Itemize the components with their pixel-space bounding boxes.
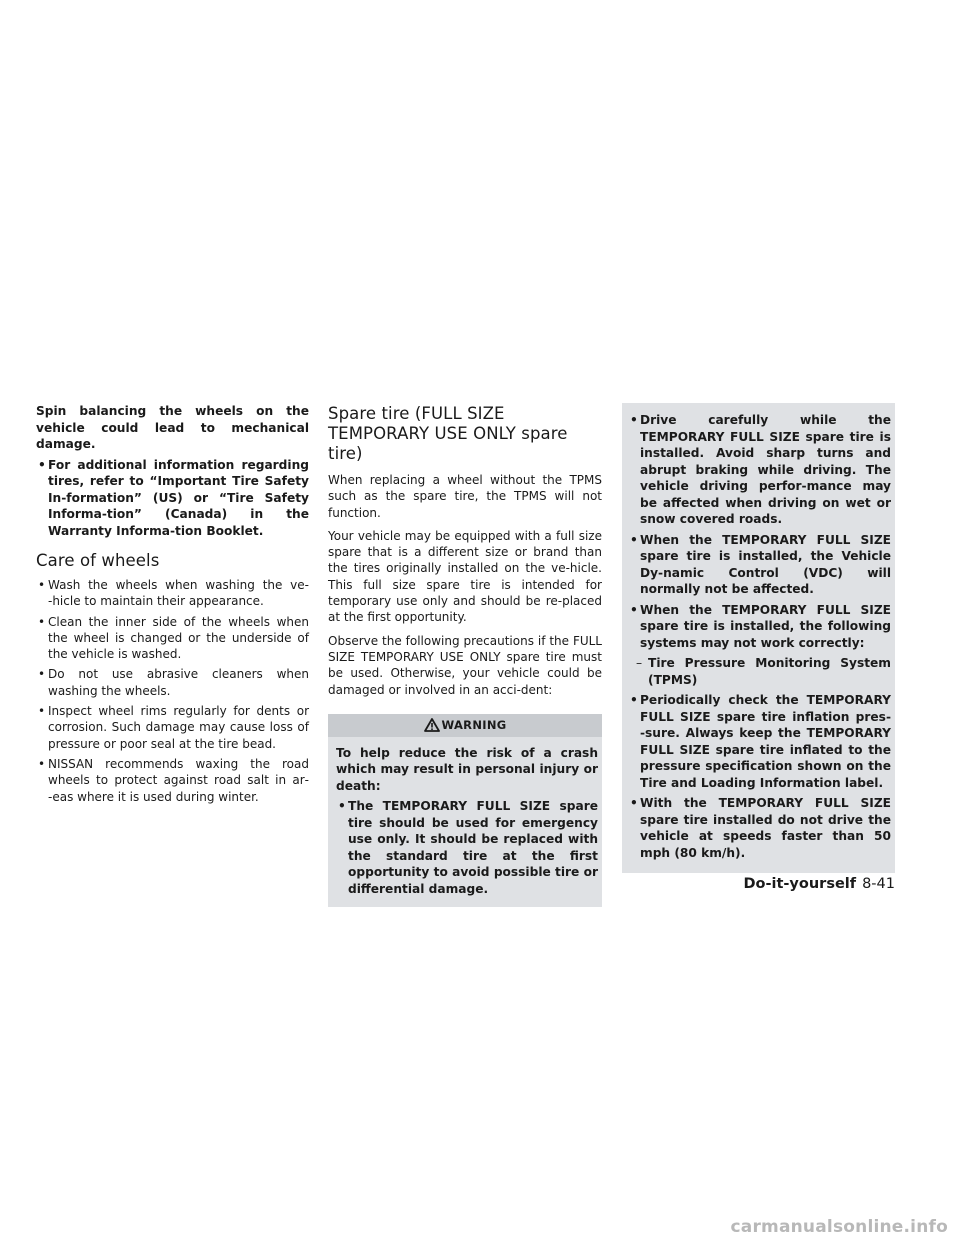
spare-tire-heading: Spare tire (FULL SIZE TEMPORARY USE ONLY spare tire): [328, 404, 568, 463]
list-item: • Inspect wheel rims regularly for dents or corrosion. Such damage may cause loss of pressure or poor seal at the tire bead.: [36, 703, 309, 752]
care-list: [36, 577, 309, 805]
list-item: • Wash the wheels when washing the ve‑hicle to maintain their appearance.: [36, 577, 309, 610]
warning-bullet: • When the TEMPORARY FULL SIZE spare tire is installed, the Vehicle Dy‑namic Control (VDC) will normally not be affected.: [628, 532, 891, 598]
warning-label: WARNING: [441, 718, 507, 733]
paragraph: Your vehicle may be equipped with a full size spare that is a different size or brand than the tires originally installed on the ve‑hicle. This full size spare tire is intended for temporary use only and should be re‑placed at the first opportunity.: [328, 528, 602, 625]
list-item: • Clean the inner side of the wheels when the wheel is changed or the underside of the vehicle is washed.: [36, 614, 309, 663]
paragraph: Observe the following precautions if the FULL SIZE TEMPORARY USE ONLY spare tire must be used. Otherwise, your vehicle could be damaged or involved in an acci‑dent:: [328, 633, 602, 697]
warning-intro: To help reduce the risk of a crash which may result in personal injury or death:: [336, 745, 598, 793]
page-footer: [744, 876, 896, 892]
warning-box-continued: [622, 403, 895, 873]
warning-body: [328, 737, 602, 908]
warning-bullet: • The TEMPORARY FULL SIZE spare tire should be used for emergency use only. It should be replaced with the standard tire at the first opportunity to avoid possible tire or differential damage.: [336, 798, 598, 897]
warning-bullet: • With the TEMPORARY FULL SIZE spare tire installed do not drive the vehicle at speeds faster than 50 mph (80 km/h).: [628, 795, 891, 861]
list-item: • NISSAN recommends waxing the road wheels to protect against road salt in ar‑eas where it is used during winter.: [36, 756, 309, 805]
warning-bullet: • When the TEMPORARY FULL SIZE spare tire is installed, the following systems may not work correctly:: [628, 602, 891, 652]
warning-sub-item: – Tire Pressure Monitoring System (TPMS): [628, 655, 891, 688]
warning-triangle-icon: [424, 718, 440, 732]
warning-box: [328, 714, 602, 908]
lead-warning-text: Spin balancing the wheels on the vehicle could lead to mechanical damage.: [36, 404, 309, 451]
lead-bullet: • For additional information regarding tires, refer to “Important Tire Safety In‑formation” (US) or “Tire Safety Informa‑tion” (Canada) in the Warranty Informa‑tion Booklet.: [36, 457, 309, 540]
paragraph: When replacing a wheel without the TPMS such as the spare tire, the TPMS will not function.: [328, 473, 602, 520]
column-middle: [328, 404, 602, 907]
site-watermark: carmanualsonline.info: [730, 1217, 948, 1237]
list-item: • Do not use abrasive cleaners when washing the wheels.: [36, 666, 309, 699]
column-right: [622, 403, 895, 873]
warning-bullet: • Drive carefully while the TEMPORARY FULL SIZE spare tire is installed. Avoid sharp turns and abrupt braking while driving. The vehicle driving perfor‑mance may be affected when driving on wet or snow covered roads.: [628, 412, 891, 528]
column-left: [36, 403, 309, 805]
section-title: Do-it-yourself: [743, 876, 857, 892]
warning-header: [328, 714, 602, 737]
warning-bullet: • Periodically check the TEMPORARY FULL SIZE spare tire inflation pres‑sure. Always keep the TEMPORARY FULL SIZE spare tire inflated to the pressure specification shown on the Tire and Loading Information label.: [628, 692, 891, 791]
page-number: 8-41: [862, 876, 895, 892]
care-of-wheels-heading: Care of wheels: [36, 551, 160, 570]
